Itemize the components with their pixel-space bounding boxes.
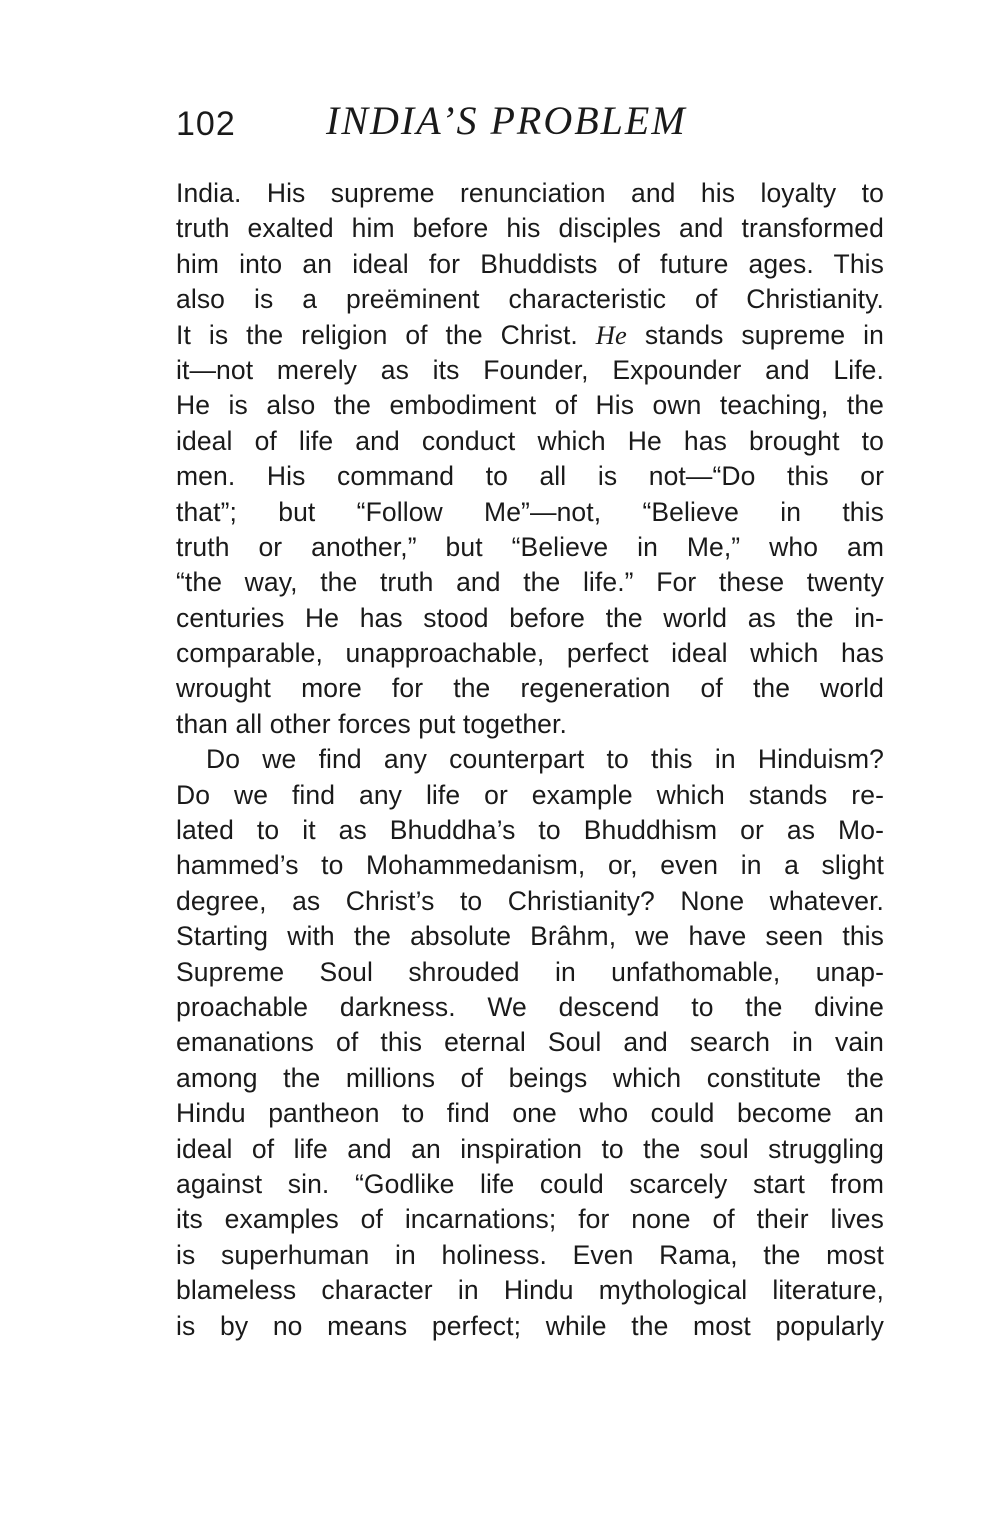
text-line: against sin. “Godlike life could scarcely start from <box>176 1168 884 1199</box>
text-line: men. His command to all is not—“Do this or <box>176 461 884 492</box>
text-line: hammed’s to Mohammedanism, or, even in a slight <box>176 850 884 881</box>
text-line: than all other forces put together. <box>176 708 567 739</box>
text-line: that”; but “Follow Me”—not, “Believe in this <box>176 496 884 527</box>
text-line: ideal of life and an inspiration to the soul struggling <box>176 1133 884 1164</box>
running-title: INDIA’S PROBLEM <box>326 98 687 143</box>
text-line <box>176 318 884 353</box>
text-line: it—not merely as its Founder, Expounder and Life. <box>176 354 884 385</box>
text-line: among the millions of beings which constitute the <box>176 1062 884 1093</box>
text-line: “the way, the truth and the life.” For these twenty <box>176 567 884 598</box>
text-line: lated to it as Bhuddha’s to Bhuddhism or as Mo- <box>176 815 884 846</box>
text-line: emanations of this eternal Soul and search in vain <box>176 1027 884 1058</box>
text-line: He is also the embodiment of His own teaching, the <box>176 390 884 421</box>
text-line: Do we find any life or example which stands re- <box>176 779 884 810</box>
text-run: stands supreme in <box>626 319 884 350</box>
text-line: Supreme Soul shrouded in unfathomable, unap- <box>176 956 884 987</box>
text-line: Starting with the absolute Brâhm, we have seen this <box>176 921 884 952</box>
text-line: centuries He has stood before the world as the in- <box>176 602 884 633</box>
page-number: 102 <box>176 105 236 143</box>
text-line: comparable, unapproachable, perfect ideal which has <box>176 638 884 669</box>
text-line: truth exalted him before his disciples and transformed <box>176 213 884 244</box>
text-line: India. His supreme renunciation and his loyalty to <box>176 178 884 208</box>
text-line: wrought more for the regeneration of the world <box>176 673 884 704</box>
paragraph <box>176 742 884 1344</box>
text-line: also is a preëminent characteristic of Christianity. <box>176 284 884 315</box>
body-text <box>176 176 884 1344</box>
running-head <box>176 98 886 148</box>
text-line: ideal of life and conduct which He has brought to <box>176 425 884 456</box>
text-line: degree, as Christ’s to Christianity? None whatever. <box>176 885 884 916</box>
text-line: him into an ideal for Bhuddists of future ages. This <box>176 248 884 279</box>
text-run: It is the religion of the Christ. <box>176 319 596 350</box>
text-line: proachable darkness. We descend to the divine <box>176 991 884 1022</box>
text-line: Hindu pantheon to find one who could become an <box>176 1098 884 1129</box>
text-line: truth or another,” but “Believe in Me,” who am <box>176 531 884 562</box>
text-line: is by no means perfect; while the most popularly <box>176 1310 884 1341</box>
paragraph <box>176 176 884 742</box>
text-line: Do we find any counterpart to this in Hinduism? <box>206 744 884 775</box>
italic-text-run: He <box>595 319 627 350</box>
text-line: blameless character in Hindu mythological literature, <box>176 1275 884 1306</box>
text-line: its examples of incarnations; for none of their lives <box>176 1204 884 1235</box>
text-line: is superhuman in holiness. Even Rama, the most <box>176 1239 884 1270</box>
